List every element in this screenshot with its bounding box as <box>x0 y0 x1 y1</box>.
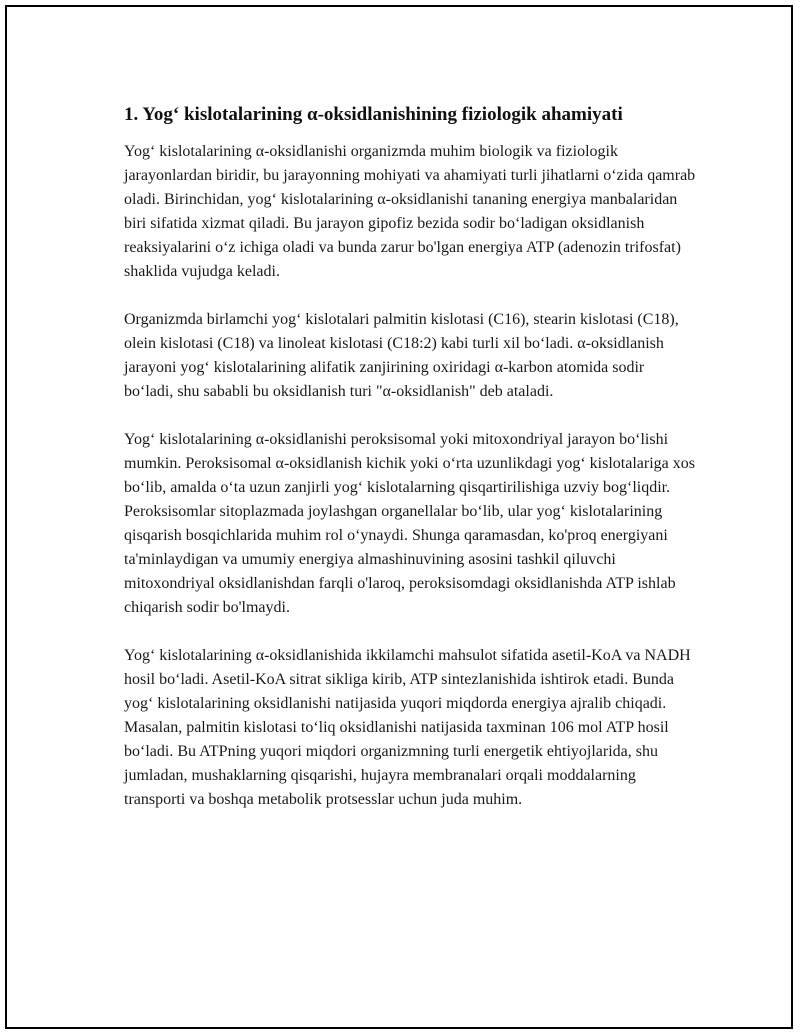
paragraph-4: Yog‘ kislotalarining α-oksidlanishida ikkilamchi mahsulot sifatida asetil-KoA va NADH hosil bo‘ladi. Asetil-KoA sitrat sikliga kirib, ATP sintezlanishida ishtirok etadi. Bunda yog‘ kislotalarining oksidlanishi natijasida yuqori miqdorda energiya ajralib chiqadi. Masalan, palmitin kislotasi to‘liq oksidlanishi natijasida taxminan 106 mol ATP hosil bo‘ladi. Bu ATPning yuqori miqdori organizmning turli energetik ehtiyojlarida, shu jumladan, mushaklarning qisqarishi, hujayra membranalari orqali moddalarning transporti va boshqa metabolik protsesslar uchun juda muhim. <box>124 647 691 808</box>
page-frame <box>5 5 793 1029</box>
paragraph-2: Organizmda birlamchi yog‘ kislotalari palmitin kislotasi (C16), stearin kislotasi (C18), olein kislotasi (C18) va linoleat kislotasi (C18:2) kabi turli xil bo‘ladi. α-oksidlanish jarayoni yog‘ kislotalarining alifatik zanjirining oxiridagi α-karbon atomida sodir bo‘ladi, shu sababli bu oksidlanish turi "α-oksidlanish" deb ataladi. <box>124 311 679 400</box>
paragraph-3: Yog‘ kislotalarining α-oksidlanishi peroksisomal yoki mitoxondriyal jarayon bo‘lishi mumkin. Peroksisomal α-oksidlanish kichik yoki o‘rta uzunlikdagi yog‘ kislotalariga xos bo‘lib, amalda o‘ta uzun zanjirli yog‘ kislotalarning qisqartirilishiga uzviy bog‘liqdir. Peroksisomlar sitoplazmada joylashgan organellalar bo‘lib, ular yog‘ kislotalarining qisqarish bosqichlarida muhim rol o‘ynaydi. Shunga qaramasdan, ko'proq energiyani ta'minlaydigan va umumiy energiya almashinuvining asosini tashkil qiluvchi mitoxondriyal oksidlanishdan farqli o'laroq, peroksisomdagi oksidlanishda ATP ishlab chiqarish sodir bo'lmaydi. <box>124 431 695 616</box>
paragraph-1: Yog‘ kislotalarining α-oksidlanishi organizmda muhim biologik va fiziologik jarayonlardan biridir, bu jarayonning mohiyati va ahamiyati turli jihatlarni o‘zida qamrab oladi. Birinchidan, yog‘ kislotalarining α-oksidlanishi tananing energiya manbalaridan biri sifatida xizmat qiladi. Bu jarayon gipofiz bezida sodir bo‘ladigan oksidlanish reaksiyalarini o‘z ichiga oladi va bunda zarur bo'lgan energiya ATP (adenozin trifosfat) shaklida vujudga keladi. <box>124 143 696 280</box>
document-body <box>124 102 696 836</box>
section-title: 1. Yog‘ kislotalarining α-oksidlanishining fiziologik ahamiyati <box>124 104 623 125</box>
